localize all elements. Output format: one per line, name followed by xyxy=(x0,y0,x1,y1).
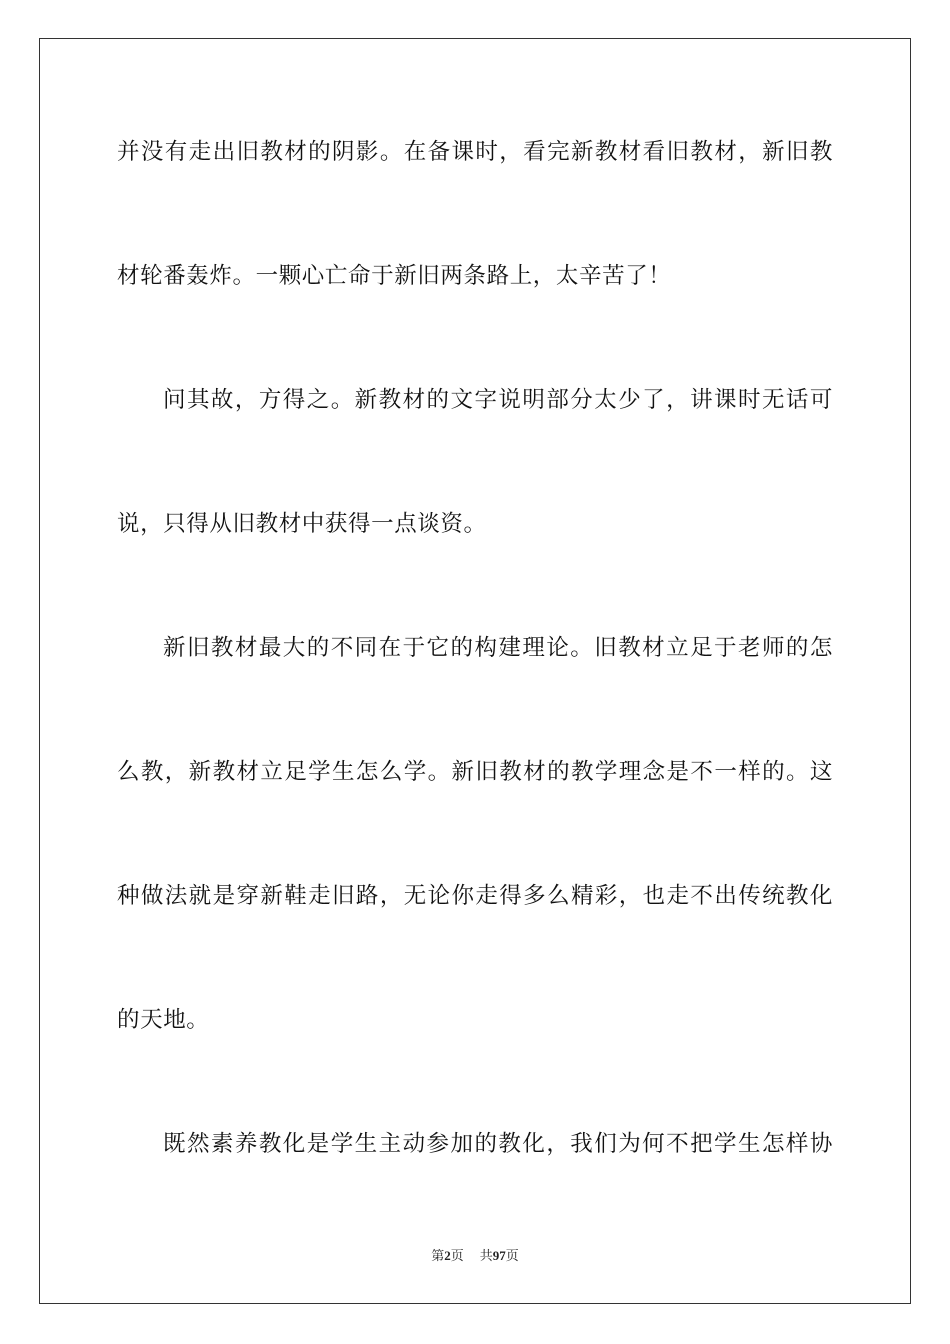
page-suffix: 页 xyxy=(450,1249,464,1264)
body-line-1: 并没有走出旧教材的阴影。在备课时，看完新教材看旧教材，新旧教 xyxy=(117,139,833,165)
body-line-3: 问其故，方得之。新教材的文字说明部分太少了，讲课时无话可 xyxy=(163,387,833,413)
page-frame xyxy=(39,38,911,1304)
total-prefix: 共 xyxy=(479,1249,493,1264)
page-footer xyxy=(0,1247,950,1266)
body-line-8: 的天地。 xyxy=(117,1007,210,1033)
body-line-2: 材轮番轰炸。一颗心亡命于新旧两条路上，太辛苦了！ xyxy=(117,263,672,289)
total-pages: 97 xyxy=(492,1248,506,1263)
body-line-4: 说，只得从旧教材中获得一点谈资。 xyxy=(117,511,487,537)
body-line-7: 种做法就是穿新鞋走旧路，无论你走得多么精彩，也走不出传统教化 xyxy=(117,883,833,909)
page-prefix: 第 xyxy=(431,1249,445,1264)
body-line-9: 既然素养教化是学生主动参加的教化，我们为何不把学生怎样协 xyxy=(163,1131,833,1157)
body-line-5: 新旧教材最大的不同在于它的构建理论。旧教材立足于老师的怎 xyxy=(163,635,833,661)
body-line-6: 么教，新教材立足学生怎么学。新旧教材的教学理念是不一样的。这 xyxy=(117,759,833,785)
total-suffix: 页 xyxy=(505,1249,519,1264)
page-number: 2 xyxy=(444,1248,451,1263)
